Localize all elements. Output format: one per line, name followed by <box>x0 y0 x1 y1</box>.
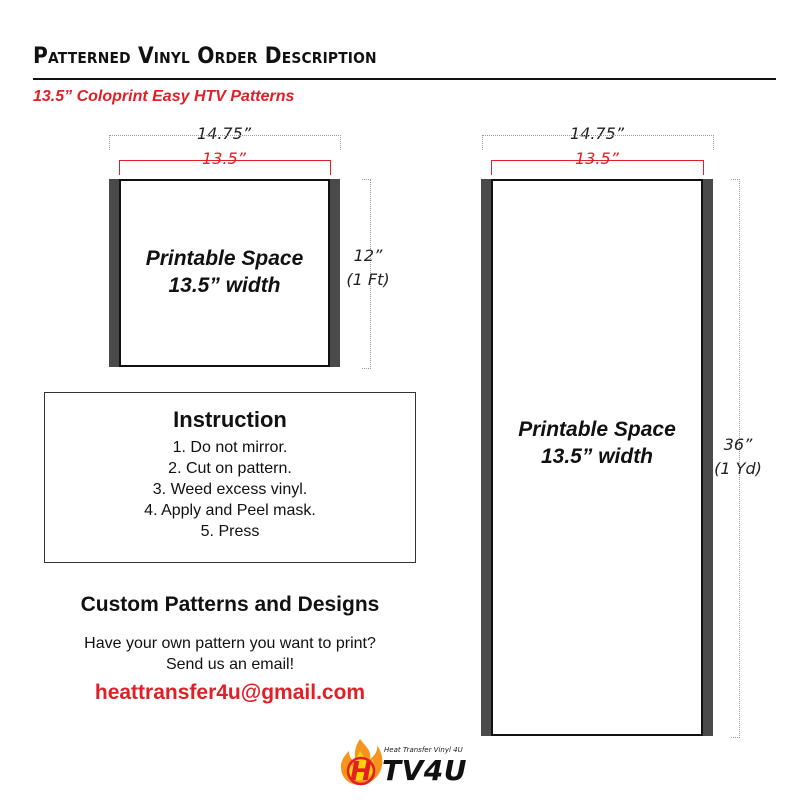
large-sheet-inner-width-bracket <box>491 160 704 175</box>
instruction-step: 2. Cut on pattern. <box>168 460 292 477</box>
large-sheet-outer-width: 14.75” <box>569 124 625 143</box>
svg-text:H: H <box>350 757 372 787</box>
small-sheet-outer-width-bracket <box>109 135 341 150</box>
contact-email-link[interactable]: heattransfer4u@gmail.com <box>94 681 366 704</box>
large-sheet-inner-width: 13.5” <box>575 149 619 168</box>
small-sheet-label-line1: Printable Space <box>145 247 304 270</box>
large-sheet-outer-width-bracket <box>482 135 714 150</box>
instruction-step: 5. Press <box>200 523 260 540</box>
small-sheet-outer-width: 14.75” <box>196 124 252 143</box>
large-sheet-printable-area <box>491 179 703 736</box>
small-sheet-printable-area <box>119 179 330 367</box>
small-sheet-label <box>121 245 328 299</box>
logo-wordmark: TV4U <box>382 754 467 787</box>
title-divider <box>33 78 776 80</box>
small-sheet-inner-width-bracket <box>119 160 331 175</box>
large-sheet-height-inches: 36” <box>723 435 753 454</box>
small-sheet-frame <box>109 179 340 367</box>
large-sheet-label-line2: 13.5” width <box>540 445 654 468</box>
instruction-steps <box>45 437 415 542</box>
small-sheet-label-line2: 13.5” width <box>168 274 281 297</box>
large-sheet-frame <box>481 179 713 736</box>
large-sheet-label <box>493 416 701 470</box>
instruction-title: Instruction <box>173 407 287 432</box>
custom-line-email-prompt: Send us an email! <box>165 656 295 673</box>
page-title: Patterned Vinyl Order Description <box>33 44 377 69</box>
page-subtitle: 13.5” Coloprint Easy HTV Patterns <box>33 88 295 105</box>
small-sheet-height <box>340 244 396 292</box>
large-sheet-height <box>710 433 766 481</box>
instruction-step: 1. Do not mirror. <box>172 439 288 456</box>
small-sheet-height-feet: (1 Ft) <box>346 270 390 289</box>
large-sheet-label-line1: Printable Space <box>518 418 676 441</box>
instruction-step: 3. Weed excess vinyl. <box>152 481 308 498</box>
logo-tagline: Heat Transfer Vinyl 4U <box>384 746 463 754</box>
custom-section-title: Custom Patterns and Designs <box>80 593 380 616</box>
custom-section-body <box>44 633 416 675</box>
instruction-step: 4. Apply and Peel mask. <box>144 502 316 519</box>
large-sheet-height-yard: (1 Yd) <box>714 459 762 478</box>
instruction-box <box>44 392 416 563</box>
custom-line-question: Have your own pattern you want to print? <box>84 635 376 652</box>
small-sheet-inner-width: 13.5” <box>202 149 246 168</box>
flame-h-icon <box>336 737 386 791</box>
small-sheet-height-inches: 12” <box>353 246 383 265</box>
